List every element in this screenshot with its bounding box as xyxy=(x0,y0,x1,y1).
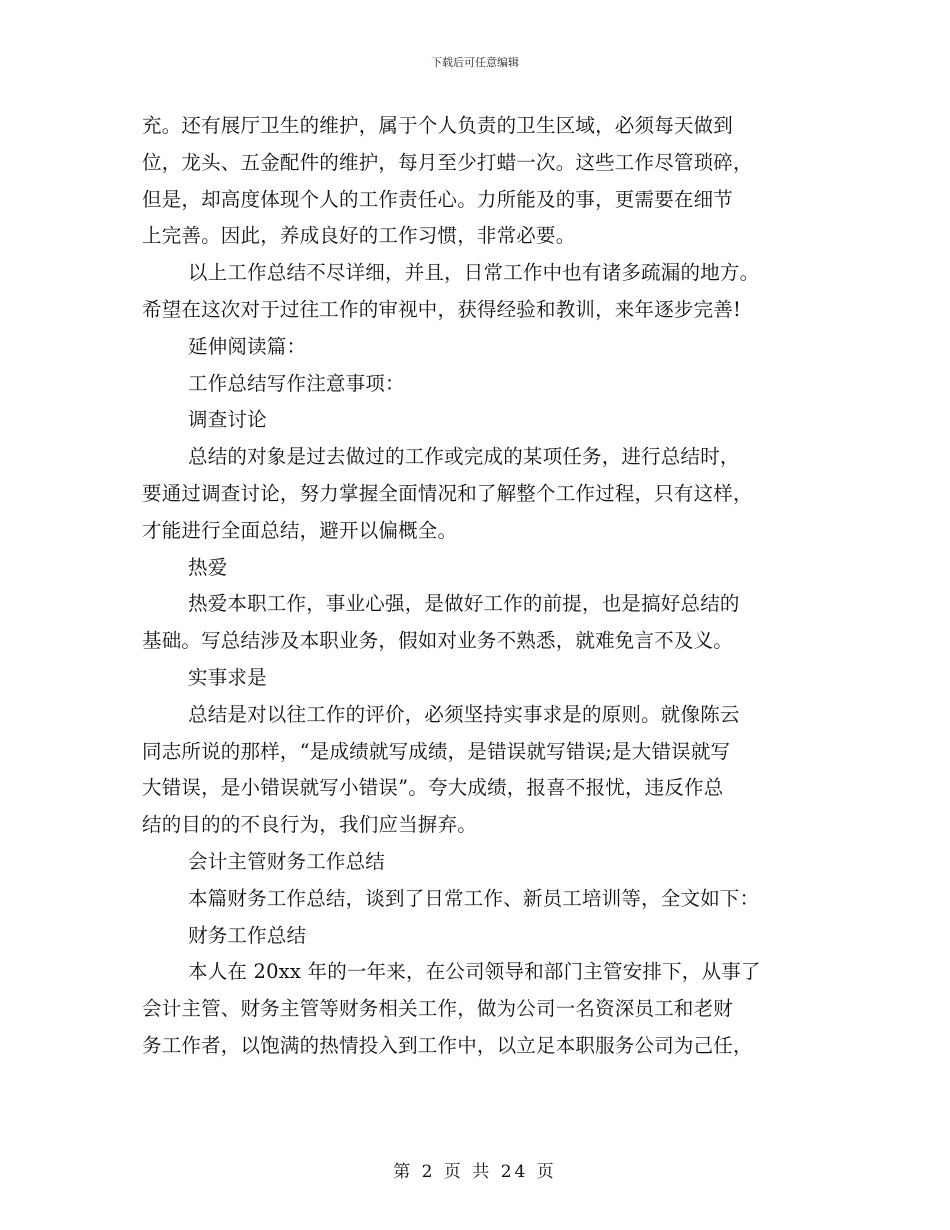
text-line: 希望在这次对于过往工作的审视中，获得经验和教训，来年逐步完善! xyxy=(142,297,742,321)
text-line: 总结的对象是过去做过的工作或完成的某项任务，进行总结时， xyxy=(188,445,740,469)
text-line: 本篇财务工作总结，谈到了日常工作、新员工培训等，全文如下： xyxy=(188,886,760,910)
text-line: 上完善。因此，养成良好的工作习惯，非常必要。 xyxy=(142,224,576,248)
document-body xyxy=(142,108,808,1065)
text-line: 务工作者，以饱满的热情投入到工作中，以立足本职服务公司为己任， xyxy=(142,1033,753,1057)
text-line: 但是，却高度体现个人的工作责任心。力所能及的事，更需要在细节 xyxy=(142,187,734,211)
text-line: 基础。写总结涉及本职业务，假如对业务不熟悉，就难免言不及义。 xyxy=(142,629,734,653)
text-line: 本人在 20xx 年的一年来，在公司领导和部门主管安排下，从事了 xyxy=(188,960,761,984)
text-line: 财务工作总结 xyxy=(188,923,307,947)
text-line: 要通过调查讨论，努力掌握全面情况和了解整个工作过程，只有这样， xyxy=(142,481,753,505)
text-line: 才能进行全面总结，避开以偏概全。 xyxy=(142,518,458,542)
text-line: 热爱本职工作，事业心强，是做好工作的前提，也是搞好总结的 xyxy=(188,592,740,616)
text-line: 大错误，是小错误就写小错误”。夸大成绩，报喜不报忧，违反作总 xyxy=(142,776,724,800)
text-line: 总结是对以往工作的评价，必须坚持实事求是的原则。就像陈云 xyxy=(188,702,740,726)
text-line: 会计主管财务工作总结 xyxy=(188,849,386,873)
text-line: 工作总结写作注意事项： xyxy=(188,371,405,395)
text-line: 调查讨论 xyxy=(188,408,267,432)
text-line: 延伸阅读篇： xyxy=(188,334,307,358)
text-line: 会计主管、财务主管等财务相关工作，做为公司一名资深员工和老财 xyxy=(142,997,734,1021)
text-line: 充。还有展厅卫生的维护，属于个人负责的卫生区域，必须每天做到 xyxy=(142,114,734,137)
text-line: 结的目的的不良行为，我们应当摒弃。 xyxy=(142,813,477,837)
text-line: 以上工作总结不尽详细，并且，日常工作中也有诸多疏漏的地方。 xyxy=(188,261,760,285)
page-header: 下载后可任意编辑 xyxy=(431,56,519,69)
text-line: 热爱 xyxy=(188,555,228,579)
text-line: 实事求是 xyxy=(188,665,267,689)
page-footer: 第 2 页 共 24 页 xyxy=(393,1162,557,1182)
text-line: 同志所说的那样，“是成绩就写成绩，是错误就写错误;是大错误就写 xyxy=(142,739,731,763)
text-line: 位，龙头、五金配件的维护，每月至少打蜡一次。这些工作尽管琐碎， xyxy=(142,150,753,174)
